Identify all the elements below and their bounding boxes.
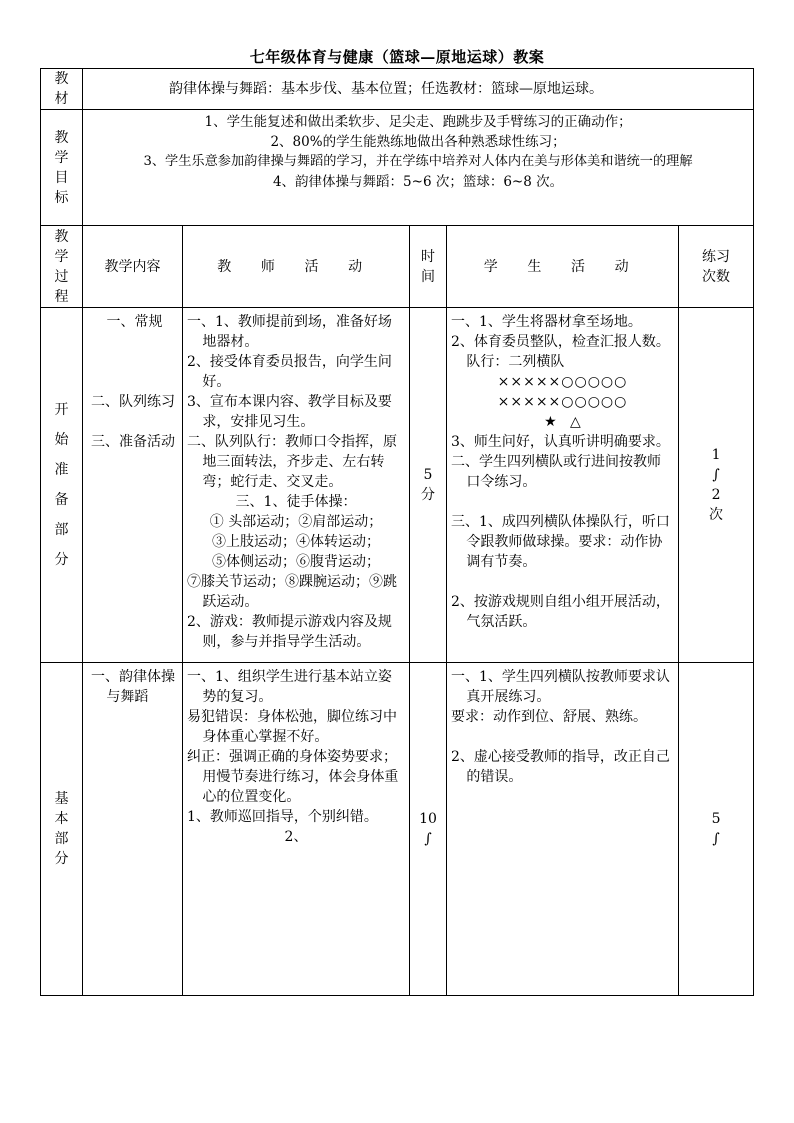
goals-label [41, 110, 83, 226]
label-char: 教 [54, 71, 69, 87]
student-activity: 要求：动作到位、舒展、熟练。 [451, 709, 647, 725]
material-text: 韵律体操与舞蹈：基本步伐、基本位置；任选教材：篮球—原地运球。 [169, 81, 603, 97]
label-char: 目 [54, 169, 69, 186]
teacher-activity: 一、1、教师提前到场，准备好场地器材。 [187, 314, 392, 350]
basic-teacher-cell [183, 663, 410, 996]
basic-section-row [41, 663, 754, 996]
content-item: 一、常规 [106, 314, 163, 330]
label-char: 教 [54, 228, 69, 245]
student-activity: 2、按游戏规则自组小组开展活动，气氛活跃。 [451, 594, 670, 630]
teacher-activity: ⑦膝关节运动；⑧踝腕运动；⑨跳跃运动。 [187, 574, 397, 610]
basic-practice-cell [679, 663, 754, 996]
process-header-row [41, 226, 754, 308]
goal-item: 2、80%的学生能熟练地做出各种熟悉球性练习； [270, 134, 566, 150]
student-activity: 一、1、学生将器材拿至场地。 [451, 314, 642, 330]
practice-unit: 次 [709, 507, 724, 523]
goals-row [41, 110, 754, 226]
teacher-activity: 易犯错误：身体松弛，脚位练习中身体重心掌握不好。 [187, 709, 397, 745]
teacher-activity: 2、 [284, 829, 308, 845]
label-char: 部 [54, 522, 69, 538]
teacher-activity: 二、队列队行：教师口令指挥，原地三面转法，齐步走、左右转弯；蛇行走、交叉走。 [187, 434, 397, 490]
label-char: 备 [54, 492, 69, 508]
practice-symbol: ∫ [712, 831, 720, 847]
student-column-header [447, 226, 679, 308]
label-char: 准 [54, 462, 69, 478]
time-value: 10 [419, 811, 437, 827]
start-content-cell [83, 308, 183, 663]
goal-item: 3、学生乐意参加韵律操与舞蹈的学习，并在学练中培养对人体内在美与形体美和谐统一的理解 [143, 154, 693, 169]
content-column-header: 教学内容 [83, 226, 183, 308]
student-activity: 一、1、学生四列横队按教师要求认真开展练习。 [451, 669, 670, 705]
label-char: 学 [54, 149, 69, 166]
label-char: 标 [54, 189, 69, 206]
teacher-activity: 3、宣布本课内容、教学目标及要求，安排见习生。 [187, 394, 392, 430]
start-practice-cell [679, 308, 754, 663]
teacher-activity: 三、1、徒手体操： [235, 494, 357, 510]
goals-content [83, 110, 754, 226]
label-char: 部 [54, 831, 69, 847]
material-label [41, 69, 83, 110]
label-char: 次数 [702, 268, 731, 285]
material-content [83, 69, 754, 110]
student-activity: 3、师生问好，认真听讲明确要求。 [451, 434, 670, 450]
time-column-header [410, 226, 447, 308]
student-activity: 三、1、成四列横队体操队行，听口令跟教师做球操。要求：动作协调有节奏。 [451, 514, 670, 570]
teacher-column-header [183, 226, 410, 308]
start-teacher-cell [183, 308, 410, 663]
basic-time-cell [410, 663, 447, 996]
basic-section-label [41, 663, 83, 996]
label-char: 间 [421, 268, 435, 285]
lesson-plan-table [40, 68, 754, 996]
teacher-activity: ⑤体侧运动；⑥腹背运动； [212, 554, 380, 570]
goal-item: 4、韵律体操与舞蹈：5~6 次；篮球：6~8 次。 [272, 174, 564, 190]
basic-content-cell [83, 663, 183, 996]
label-char: 本 [54, 811, 69, 827]
teacher-activity: 2、接受体育委员报告，向学生问好。 [187, 354, 392, 390]
start-time-cell [410, 308, 447, 663]
time-symbol: ∫ [424, 831, 432, 847]
practice-symbol: ∫ [712, 467, 720, 483]
label-char: 教 [54, 129, 69, 146]
teacher-activity: 纠正：强调正确的身体姿势要求；用慢节奏进行练习，体会身体重心的位置变化。 [187, 749, 399, 805]
start-section-row [41, 308, 754, 663]
content-item: 三、准备活动 [91, 434, 175, 450]
page-title: 七年级体育与健康（篮球—原地运球）教案 [249, 48, 545, 66]
teacher-activity: ③上肢运动；④体转运动； [212, 534, 380, 550]
time-unit: 分 [421, 487, 435, 503]
teacher-activity: 1、教师巡回指导，个别纠错。 [187, 809, 378, 825]
start-student-cell [447, 308, 679, 663]
student-activity: 2、虚心接受教师的指导，改正自己的错误。 [451, 749, 670, 785]
practice-value: 2 [711, 487, 721, 503]
teacher-activity: 2、游戏：教师提示游戏内容及规则，参与并指导学生活动。 [187, 614, 392, 650]
label-char: 过 [54, 268, 69, 285]
teacher-header-text: 教 师 活 动 [217, 258, 375, 275]
practice-value: 5 [711, 811, 721, 827]
content-item: 二、队列练习 [91, 394, 175, 410]
student-header-text: 学 生 活 动 [483, 258, 642, 275]
process-label [41, 226, 83, 308]
label-char: 分 [54, 552, 69, 568]
student-activity: 2、体育委员整队，检查汇报人数。队行：二列横队 [451, 334, 670, 370]
label-char: 基 [54, 791, 69, 807]
content-item: 一、韵律体操与舞蹈 [91, 669, 175, 705]
formation-row: ×××××○○○○○ [497, 374, 628, 390]
formation-markers: ★ △ [544, 414, 581, 430]
material-row [41, 69, 754, 110]
label-char: 程 [54, 288, 69, 305]
label-char: 时 [421, 248, 435, 265]
start-section-label [41, 308, 83, 663]
label-char: 学 [54, 248, 69, 265]
practice-column-header [679, 226, 754, 308]
label-char: 分 [54, 851, 69, 867]
label-char: 始 [54, 432, 69, 448]
label-char: 开 [54, 402, 69, 418]
teacher-activity: 一、1、组织学生进行基本站立姿势的复习。 [187, 669, 392, 705]
formation-row: ×××××○○○○○ [497, 394, 628, 410]
goal-item: 1、学生能复述和做出柔软步、足尖走、跑跳步及手臂练习的正确动作； [204, 114, 632, 130]
time-value: 5 [423, 467, 433, 483]
basic-student-cell [447, 663, 679, 996]
label-char: 练习 [702, 248, 731, 265]
practice-value: 1 [711, 447, 721, 463]
student-activity: 二、学生四列横队或行进间按教师口令练习。 [451, 454, 661, 490]
label-char: 材 [54, 91, 69, 107]
teacher-activity: ① 头部运动；②肩部运动； [209, 514, 383, 530]
